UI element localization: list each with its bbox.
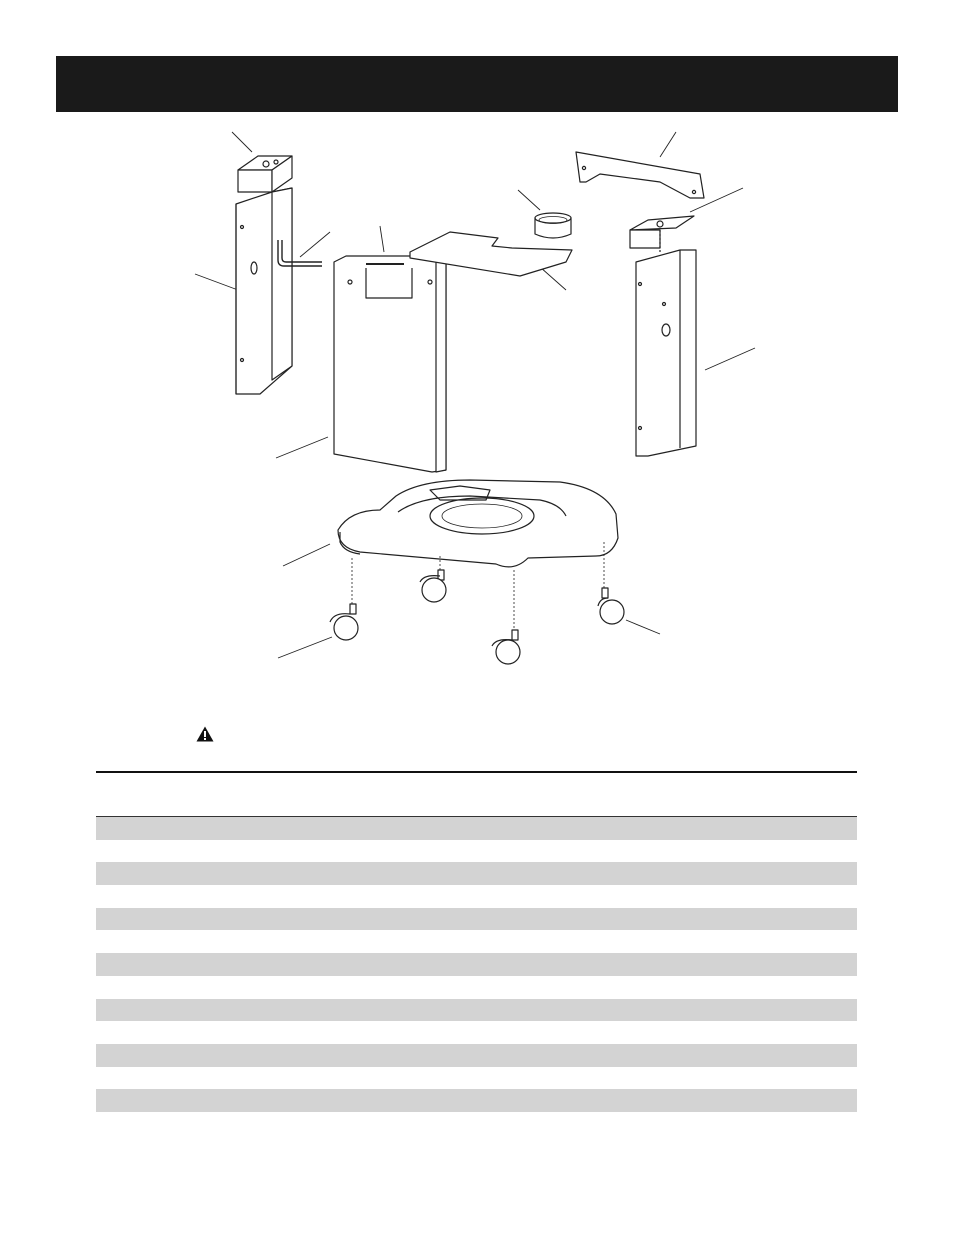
table-row bbox=[96, 908, 857, 931]
table-row bbox=[96, 817, 857, 840]
table-row bbox=[96, 999, 857, 1022]
table-row bbox=[96, 1021, 857, 1044]
lid-ring bbox=[535, 213, 571, 238]
cart-base bbox=[338, 480, 618, 567]
rear-rail bbox=[576, 152, 704, 198]
section-divider bbox=[96, 771, 857, 773]
caster-front-left bbox=[330, 604, 358, 640]
table-row bbox=[96, 1044, 857, 1067]
caster-rear-right bbox=[598, 588, 624, 624]
table-row bbox=[96, 840, 857, 863]
left-side-panel bbox=[236, 188, 292, 394]
table-row bbox=[96, 1089, 857, 1112]
left-top-bracket bbox=[238, 156, 292, 192]
caster-front-right bbox=[492, 630, 520, 664]
right-side-panel bbox=[636, 250, 696, 456]
table-row bbox=[96, 885, 857, 908]
caster-rear-left bbox=[420, 570, 446, 602]
table-row bbox=[96, 976, 857, 999]
parts-table bbox=[96, 816, 857, 1112]
table-row bbox=[96, 1067, 857, 1090]
header-bar bbox=[56, 56, 898, 112]
front-panel bbox=[334, 256, 446, 472]
table-row bbox=[96, 953, 857, 976]
exploded-parts-diagram bbox=[0, 112, 954, 702]
table-row bbox=[96, 862, 857, 885]
right-top-bracket bbox=[630, 216, 694, 252]
warning-triangle-icon bbox=[196, 726, 214, 742]
table-row bbox=[96, 930, 857, 953]
